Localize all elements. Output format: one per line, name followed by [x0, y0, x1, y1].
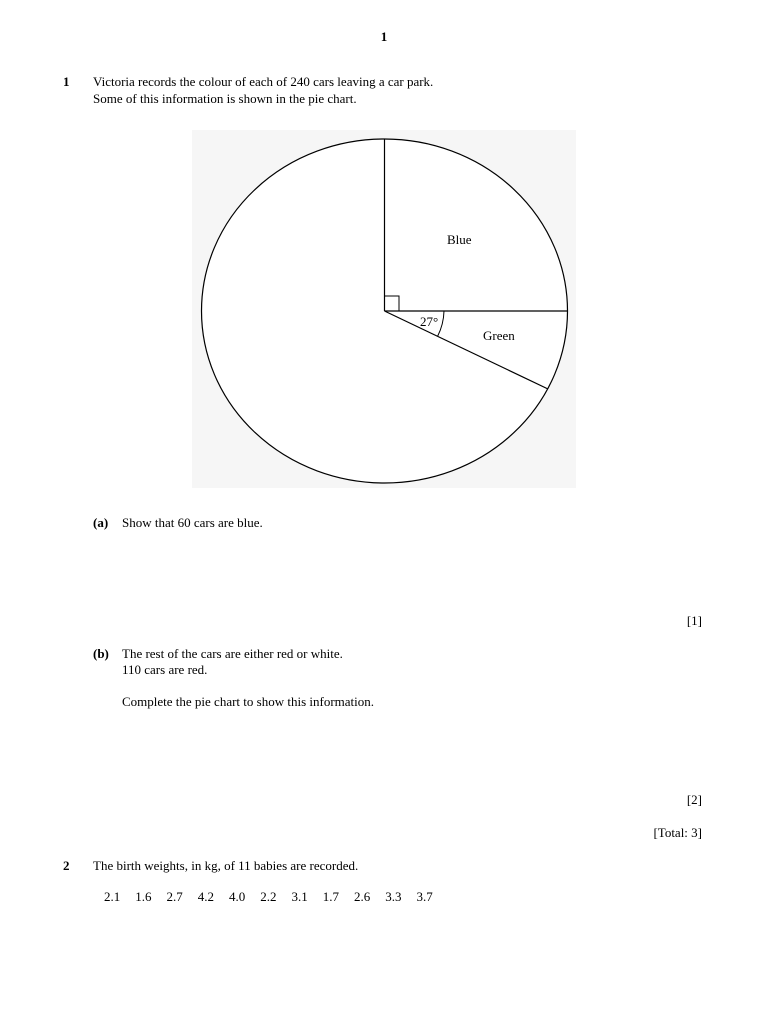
slice-label-green: Green [483, 328, 515, 343]
birth-weight-value: 3.7 [416, 889, 433, 904]
part-a-marks: [1] [686, 613, 702, 628]
birth-weight-value: 2.2 [260, 889, 277, 904]
birth-weight-value: 3.1 [291, 889, 308, 904]
pie-chart-svg [192, 130, 576, 488]
birth-weight-value: 2.1 [104, 889, 121, 904]
slice-label-blue: Blue [447, 232, 472, 247]
birth-weight-value: 4.0 [229, 889, 246, 904]
birth-weights-list [104, 889, 448, 905]
part-b-line3: Complete the pie chart to show this information. [122, 694, 375, 709]
question-1-total: [Total: 3] [653, 825, 702, 840]
part-b-label: (b) [93, 646, 109, 661]
part-a-label: (a) [93, 515, 109, 530]
question-2-number: 2 [63, 858, 70, 873]
birth-weight-value: 1.6 [135, 889, 152, 904]
birth-weight-value: 4.2 [197, 889, 214, 904]
birth-weight-value: 2.6 [354, 889, 371, 904]
question-1-number: 1 [63, 74, 70, 89]
part-b-line1: The rest of the cars are either red or white. [122, 646, 343, 661]
part-a-text: Show that 60 cars are blue. [122, 515, 263, 530]
question-2-text: The birth weights, in kg, of 11 babies are recorded. [93, 858, 359, 873]
birth-weight-value: 1.7 [322, 889, 339, 904]
part-b-line2: 110 cars are red. [122, 662, 208, 677]
pie-chart [192, 130, 576, 488]
page-number: 1 [380, 29, 388, 44]
question-1-intro-line2: Some of this information is shown in the pie chart. [93, 91, 357, 106]
birth-weight-value: 3.3 [385, 889, 402, 904]
angle-label: 27° [420, 314, 439, 329]
birth-weight-value: 2.7 [166, 889, 183, 904]
part-b-marks: [2] [686, 792, 702, 807]
question-1-intro-line1: Victoria records the colour of each of 240 cars leaving a car park. [93, 74, 434, 89]
